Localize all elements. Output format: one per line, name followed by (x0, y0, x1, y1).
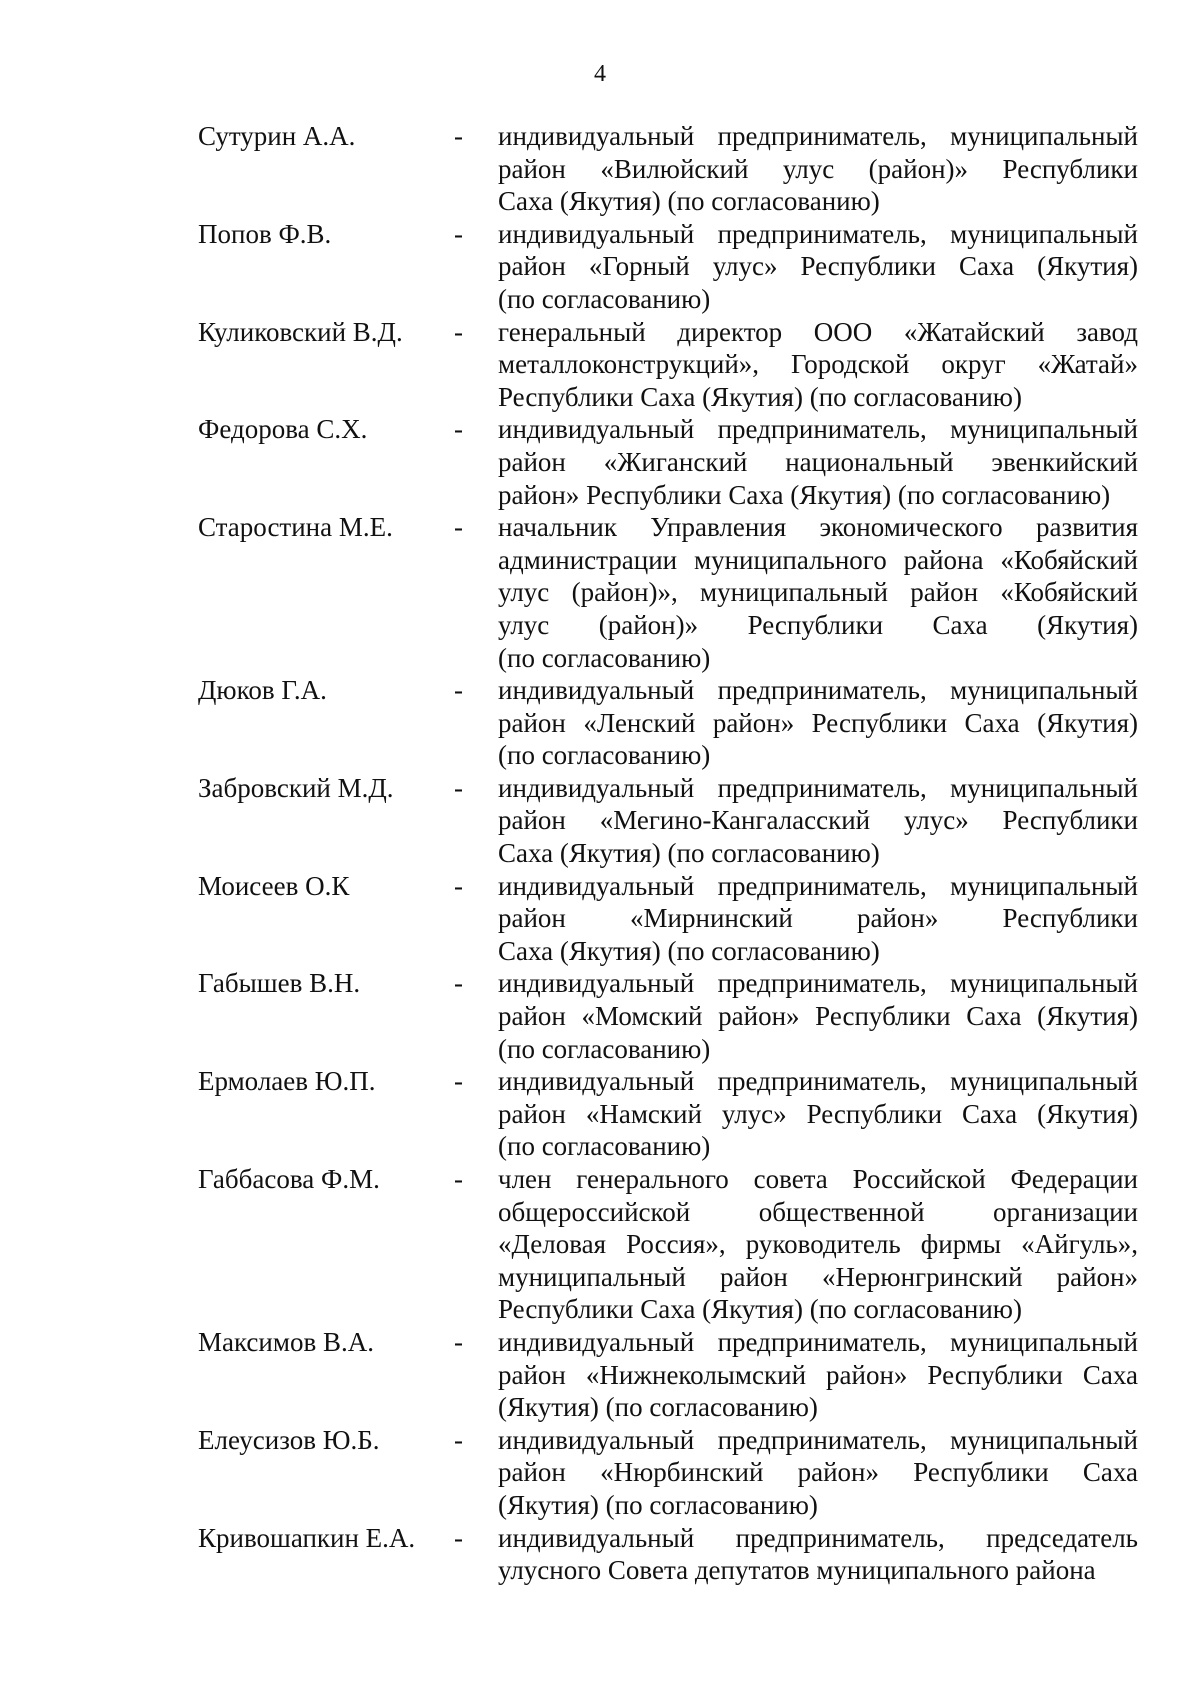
member-name: Федорова С.Х. (198, 414, 368, 445)
description-line: район «Мегино-Кангаласский улус» Республики (498, 805, 1138, 836)
description-line: район «Момский район» Республики Саха (Якутия) (498, 1001, 1138, 1032)
description-line: муниципальный район «Нерюнгринский район» (498, 1261, 1138, 1292)
member-entry (0, 1424, 1200, 1522)
dash-separator: - (454, 772, 463, 803)
member-name: Моисеев О.К (198, 870, 350, 901)
member-description (498, 870, 1138, 968)
description-line: (по согласованию) (498, 283, 711, 314)
description-line: «Деловая Россия», руководитель фирмы «Айгуль», (498, 1229, 1138, 1260)
dash-separator: - (454, 1326, 463, 1357)
description-line: район «Нюрбинский район» Республики Саха (498, 1457, 1138, 1488)
member-name: Габбасова Ф.М. (198, 1164, 380, 1194)
description-line: индивидуальный предприниматель, муниципальный (498, 675, 1138, 706)
description-line: металлоконструкций», Городской округ «Жатай» (498, 349, 1138, 380)
description-line: Республики Саха (Якутия) (по согласованию) (498, 381, 1022, 412)
description-line: член генерального совета Российской Федерации (498, 1164, 1138, 1194)
description-line: индивидуальный предприниматель, муниципальный (498, 772, 1138, 803)
description-line: район «Жиганский национальный эвенкийский (498, 446, 1138, 477)
description-line: Саха (Якутия) (по согласованию) (498, 186, 880, 217)
member-name: Елеусизов Ю.Б. (198, 1424, 380, 1455)
description-line: индивидуальный предприниматель, муниципальный (498, 870, 1138, 901)
dash-separator: - (454, 512, 463, 543)
member-description (498, 1522, 1138, 1587)
description-line: индивидуальный предприниматель, муниципальный (498, 1326, 1138, 1357)
member-list (0, 120, 1200, 1587)
member-description (498, 413, 1138, 511)
description-line: индивидуальный предприниматель, председатель (498, 1522, 1138, 1553)
member-entry (0, 870, 1200, 968)
page-number: 4 (594, 61, 606, 87)
description-line: район «Мирнинский район» Республики (498, 903, 1138, 934)
description-line: (по согласованию) (498, 1131, 711, 1162)
description-line: район «Намский улус» Республики Саха (Якутия) (498, 1098, 1138, 1129)
member-name: Габышев В.Н. (198, 968, 361, 999)
member-description (498, 967, 1138, 1065)
member-entry (0, 1065, 1200, 1163)
member-entry (0, 218, 1200, 316)
description-line: администрации муниципального района «Кобяйский (498, 544, 1138, 575)
member-description (498, 120, 1138, 218)
member-description (498, 1424, 1138, 1522)
description-line: улус (район)» Республики Саха (Якутия) (498, 609, 1138, 640)
member-name: Старостина М.Е. (198, 512, 393, 543)
description-line: Саха (Якутия) (по согласованию) (498, 935, 880, 966)
dash-separator: - (454, 968, 463, 999)
description-line: (Якутия) (по согласованию) (498, 1489, 818, 1520)
description-line: индивидуальный предприниматель, муниципальный (498, 1424, 1138, 1455)
description-line: генеральный директор ООО «Жатайский завод (498, 316, 1138, 347)
description-line: район «Горный улус» Республики Саха (Якутия) (498, 251, 1138, 282)
description-line: улусного Совета депутатов муниципального района (498, 1555, 1096, 1586)
member-entry (0, 674, 1200, 772)
dash-separator: - (454, 870, 463, 901)
member-description (498, 1326, 1138, 1424)
member-description (498, 1065, 1138, 1163)
dash-separator: - (454, 218, 463, 249)
description-line: район «Ленский район» Республики Саха (Якутия) (498, 707, 1138, 738)
dash-separator: - (454, 316, 463, 347)
description-line: (по согласованию) (498, 740, 711, 771)
description-line: индивидуальный предприниматель, муниципальный (498, 1066, 1138, 1097)
description-line: район «Вилюйский улус (район)» Республики (498, 153, 1138, 184)
description-line: (по согласованию) (498, 642, 711, 673)
description-line: общероссийской общественной организации (498, 1196, 1138, 1227)
description-line: улус (район)», муниципальный район «Кобяйский (498, 577, 1138, 608)
member-entry (0, 413, 1200, 511)
member-entry (0, 1522, 1200, 1587)
dash-separator: - (454, 121, 463, 151)
member-name: Попов Ф.В. (198, 218, 332, 249)
member-entry (0, 1163, 1200, 1326)
description-line: индивидуальный предприниматель, муниципальный (498, 218, 1138, 249)
member-description (498, 316, 1138, 414)
member-name: Дюков Г.А. (198, 675, 327, 706)
member-entry (0, 1326, 1200, 1424)
member-name: Кривошапкин Е.А. (198, 1522, 416, 1553)
member-name: Максимов В.А. (198, 1326, 374, 1357)
dash-separator: - (454, 414, 463, 445)
member-entry (0, 772, 1200, 870)
dash-separator: - (454, 1066, 463, 1097)
member-description (498, 511, 1138, 674)
description-line: район «Нижнеколымский район» Республики Саха (498, 1359, 1138, 1390)
member-description (498, 674, 1138, 772)
description-line: Саха (Якутия) (по согласованию) (498, 838, 880, 869)
description-line: индивидуальный предприниматель, муниципальный (498, 968, 1138, 999)
member-entry (0, 511, 1200, 674)
member-description (498, 772, 1138, 870)
description-line: (Якутия) (по согласованию) (498, 1392, 818, 1423)
member-entry (0, 120, 1200, 218)
member-entry (0, 316, 1200, 414)
dash-separator: - (454, 1424, 463, 1455)
member-name: Ермолаев Ю.П. (198, 1066, 376, 1097)
dash-separator: - (454, 675, 463, 706)
member-description (498, 218, 1138, 316)
member-name: Сутурин А.А. (198, 121, 356, 151)
description-line: индивидуальный предприниматель, муниципальный (498, 414, 1138, 445)
member-name: Куликовский В.Д. (198, 316, 403, 347)
member-name: Забровский М.Д. (198, 772, 394, 803)
description-line: Республики Саха (Якутия) (по согласованию) (498, 1294, 1022, 1325)
dash-separator: - (454, 1522, 463, 1553)
dash-separator: - (454, 1164, 463, 1194)
member-entry (0, 967, 1200, 1065)
member-description (498, 1163, 1138, 1326)
description-line: начальник Управления экономического развития (498, 512, 1138, 543)
description-line: (по согласованию) (498, 1033, 711, 1064)
description-line: индивидуальный предприниматель, муниципальный (498, 121, 1138, 151)
description-line: район» Республики Саха (Якутия) (по согласованию) (498, 479, 1111, 510)
